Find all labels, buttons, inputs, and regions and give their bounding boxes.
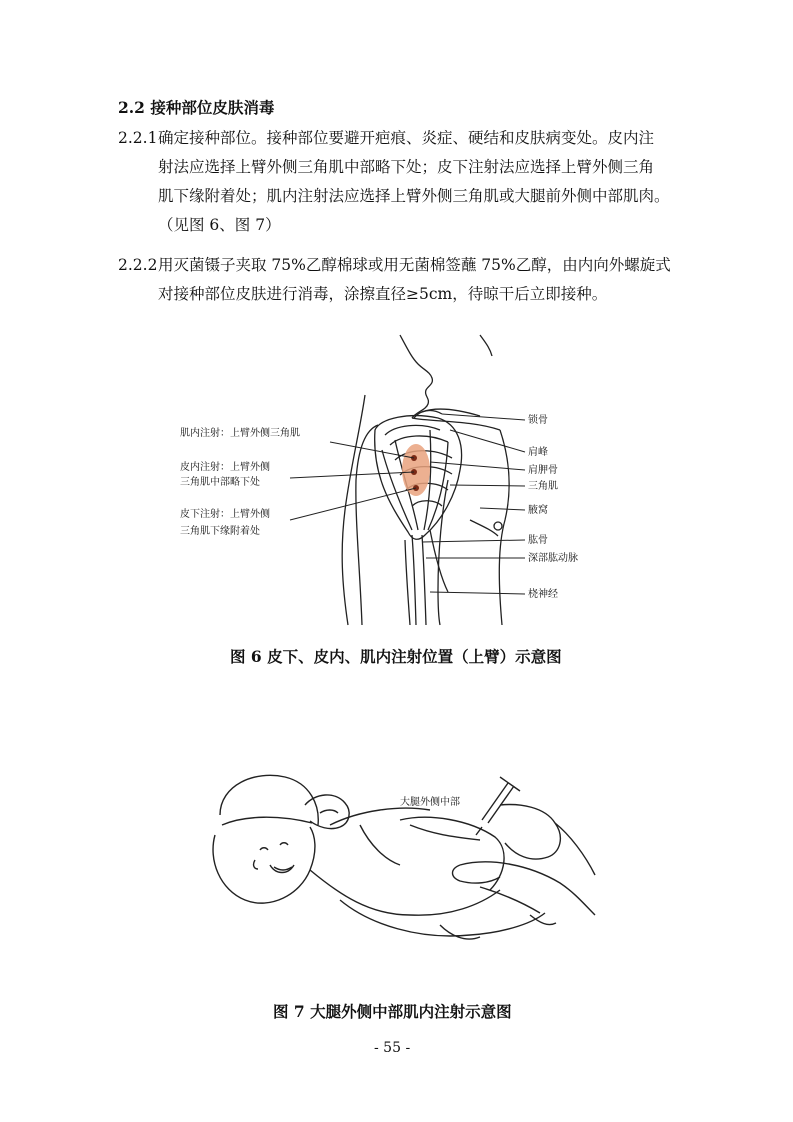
item-2-2-1 <box>118 128 718 248</box>
label-id-2: 三角肌中部略下处 <box>180 477 260 488</box>
label-nerve: 桡神经 <box>528 589 558 600</box>
label-axilla: 腋窝 <box>528 505 548 516</box>
label-sc-1: 皮下注射：上臂外侧 <box>180 509 270 520</box>
label-artery: 深部肱动脉 <box>528 553 578 564</box>
label-thigh: 大腿外侧中部 <box>400 797 460 808</box>
item-line: 确定接种部位。接种部位要避开疤痕、炎症、硬结和皮肤病变处。皮内注 <box>158 129 655 147</box>
label-sc-2: 三角肌下缘附着处 <box>180 526 260 537</box>
item-line: （见图 6、图 7） <box>158 216 281 234</box>
section-heading: 2.2 接种部位皮肤消毒 <box>118 98 275 117</box>
label-id-1: 皮内注射：上臂外侧 <box>180 462 270 473</box>
item-number: 2.2.1 <box>118 129 158 147</box>
page-number: - 55 - <box>374 1040 411 1056</box>
item-line: 用灭菌镊子夹取 75%乙醇棉球或用无菌棉签蘸 75%乙醇，由内向外螺旋式 <box>158 256 671 274</box>
figure-6-caption: 图 6 皮下、皮内、肌内注射位置（上臂）示意图 <box>230 647 562 666</box>
label-im: 肌内注射：上臂外侧三角肌 <box>180 428 300 439</box>
figure-7-infant-diagram <box>200 765 600 965</box>
label-clavicle: 锁骨 <box>528 415 548 426</box>
item-line: 肌下缘附着处；肌内注射法应选择上臂外侧三角肌或大腿前外侧中部肌肉。 <box>158 187 670 205</box>
figure-7-caption: 图 7 大腿外侧中部肌内注射示意图 <box>273 1002 512 1021</box>
item-number: 2.2.2 <box>118 256 158 274</box>
label-acromion: 肩峰 <box>528 447 548 458</box>
label-scapula: 肩胛骨 <box>528 465 558 476</box>
label-deltoid: 三角肌 <box>528 481 558 492</box>
item-line: 对接种部位皮肤进行消毒，涂擦直径≥5cm，待晾干后立即接种。 <box>158 285 608 303</box>
label-humerus: 肱骨 <box>528 535 548 546</box>
item-2-2-2 <box>118 255 718 315</box>
item-line: 射法应选择上臂外侧三角肌中部略下处；皮下注射法应选择上臂外侧三角 <box>158 158 655 176</box>
figure-6-arm-diagram <box>180 330 620 630</box>
